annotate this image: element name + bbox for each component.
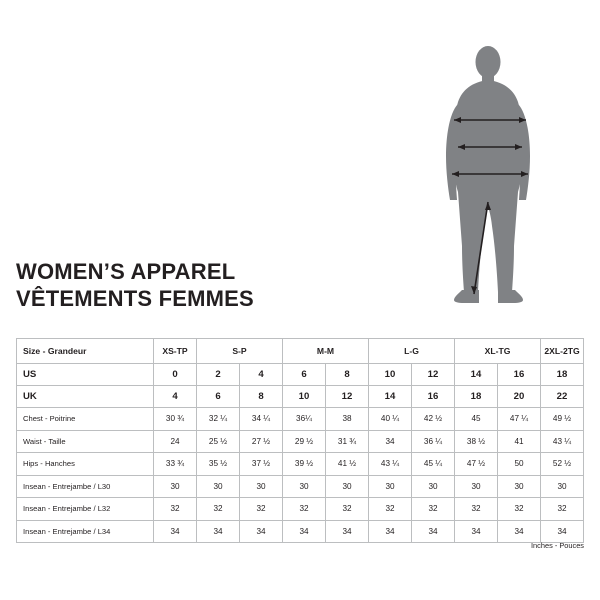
cell: 12 bbox=[326, 386, 369, 408]
cell: 34 bbox=[369, 520, 412, 543]
cell: 14 bbox=[455, 364, 498, 386]
cell: 30 bbox=[412, 475, 455, 498]
cell: 38 bbox=[326, 408, 369, 431]
cell: 34 bbox=[240, 520, 283, 543]
cell: 6 bbox=[283, 364, 326, 386]
header-group-2xl: 2XL-2TG bbox=[541, 339, 584, 364]
cell: 32 bbox=[326, 498, 369, 521]
cell: 22 bbox=[541, 386, 584, 408]
cell: 40 ¼ bbox=[369, 408, 412, 431]
cell: 32 bbox=[541, 498, 584, 521]
cell: 4 bbox=[240, 364, 283, 386]
cell: 47 ¼ bbox=[498, 408, 541, 431]
units-note: Inches - Pouces bbox=[531, 541, 584, 550]
header-group-xs: XS-TP bbox=[154, 339, 197, 364]
cell: 30 bbox=[541, 475, 584, 498]
cell: 30 bbox=[197, 475, 240, 498]
cell: 34 bbox=[498, 520, 541, 543]
cell: 30 bbox=[498, 475, 541, 498]
table-row-waist bbox=[17, 430, 584, 453]
cell: 32 bbox=[197, 498, 240, 521]
size-table-container bbox=[16, 338, 584, 543]
cell: 0 bbox=[154, 364, 197, 386]
cell: 30 bbox=[154, 475, 197, 498]
cell: 18 bbox=[455, 386, 498, 408]
cell: 34 bbox=[197, 520, 240, 543]
header-group-xl: XL-TG bbox=[455, 339, 541, 364]
cell: 47 ½ bbox=[455, 453, 498, 476]
cell: 30 ¾ bbox=[154, 408, 197, 431]
cell: 32 bbox=[154, 498, 197, 521]
cell: 33 ¾ bbox=[154, 453, 197, 476]
cell: 24 bbox=[154, 430, 197, 453]
cell: 37 ½ bbox=[240, 453, 283, 476]
cell: 16 bbox=[498, 364, 541, 386]
row-label-uk: UK bbox=[17, 386, 154, 408]
cell: 32 ¼ bbox=[197, 408, 240, 431]
cell: 8 bbox=[326, 364, 369, 386]
cell: 52 ½ bbox=[541, 453, 584, 476]
cell: 30 bbox=[326, 475, 369, 498]
cell: 34 bbox=[283, 520, 326, 543]
cell: 35 ½ bbox=[197, 453, 240, 476]
cell: 31 ¾ bbox=[326, 430, 369, 453]
table-row-uk bbox=[17, 386, 584, 408]
cell: 6 bbox=[197, 386, 240, 408]
header-group-s: S-P bbox=[197, 339, 283, 364]
header-group-l: L-G bbox=[369, 339, 455, 364]
cell: 34 bbox=[154, 520, 197, 543]
cell: 36¼ bbox=[283, 408, 326, 431]
cell: 32 bbox=[412, 498, 455, 521]
cell: 43 ¼ bbox=[541, 430, 584, 453]
cell: 18 bbox=[541, 364, 584, 386]
cell: 43 ¼ bbox=[369, 453, 412, 476]
row-label-inseam-l32: Insean - Entrejambe / L32 bbox=[17, 498, 154, 521]
cell: 27 ½ bbox=[240, 430, 283, 453]
row-label-inseam-l34: Insean - Entrejambe / L34 bbox=[17, 520, 154, 543]
cell: 25 ½ bbox=[197, 430, 240, 453]
cell: 12 bbox=[412, 364, 455, 386]
cell: 2 bbox=[197, 364, 240, 386]
cell: 34 ¼ bbox=[240, 408, 283, 431]
cell: 20 bbox=[498, 386, 541, 408]
table-header-row bbox=[17, 339, 584, 364]
cell: 16 bbox=[412, 386, 455, 408]
header-group-m: M-M bbox=[283, 339, 369, 364]
cell: 30 bbox=[283, 475, 326, 498]
size-chart-illustration bbox=[400, 40, 580, 330]
cell: 45 bbox=[455, 408, 498, 431]
cell: 38 ½ bbox=[455, 430, 498, 453]
row-label-hips: Hips - Hanches bbox=[17, 453, 154, 476]
cell: 41 ½ bbox=[326, 453, 369, 476]
row-label-waist: Waist - Taille bbox=[17, 430, 154, 453]
table-row-inseam-l34 bbox=[17, 520, 584, 543]
cell: 41 bbox=[498, 430, 541, 453]
cell: 10 bbox=[283, 386, 326, 408]
cell: 49 ½ bbox=[541, 408, 584, 431]
cell: 32 bbox=[455, 498, 498, 521]
cell: 32 bbox=[369, 498, 412, 521]
row-label-chest: Chest - Poitrine bbox=[17, 408, 154, 431]
cell: 34 bbox=[455, 520, 498, 543]
cell: 45 ¼ bbox=[412, 453, 455, 476]
cell: 14 bbox=[369, 386, 412, 408]
cell: 8 bbox=[240, 386, 283, 408]
row-label-us: US bbox=[17, 364, 154, 386]
cell: 39 ½ bbox=[283, 453, 326, 476]
cell: 34 bbox=[369, 430, 412, 453]
cell: 30 bbox=[240, 475, 283, 498]
cell: 34 bbox=[412, 520, 455, 543]
cell: 32 bbox=[283, 498, 326, 521]
table-row-inseam-l30 bbox=[17, 475, 584, 498]
title-line-english: WOMEN’S APPAREL bbox=[16, 259, 236, 284]
table-row-hips bbox=[17, 453, 584, 476]
cell: 4 bbox=[154, 386, 197, 408]
female-body-silhouette bbox=[400, 40, 580, 330]
cell: 32 bbox=[498, 498, 541, 521]
cell: 30 bbox=[369, 475, 412, 498]
row-label-inseam-l30: Insean - Entrejambe / L30 bbox=[17, 475, 154, 498]
cell: 30 bbox=[455, 475, 498, 498]
cell: 29 ½ bbox=[283, 430, 326, 453]
cell: 10 bbox=[369, 364, 412, 386]
header-size-label: Size - Grandeur bbox=[17, 339, 154, 364]
table-row-chest bbox=[17, 408, 584, 431]
title-line-french: VÊTEMENTS FEMMES bbox=[16, 286, 254, 311]
table-row-inseam-l32 bbox=[17, 498, 584, 521]
size-table bbox=[16, 338, 584, 543]
cell: 34 bbox=[326, 520, 369, 543]
table-row-us bbox=[17, 364, 584, 386]
cell: 32 bbox=[240, 498, 283, 521]
cell: 36 ¼ bbox=[412, 430, 455, 453]
cell: 50 bbox=[498, 453, 541, 476]
cell: 42 ½ bbox=[412, 408, 455, 431]
cell: 34 bbox=[541, 520, 584, 543]
page-title bbox=[16, 258, 386, 312]
